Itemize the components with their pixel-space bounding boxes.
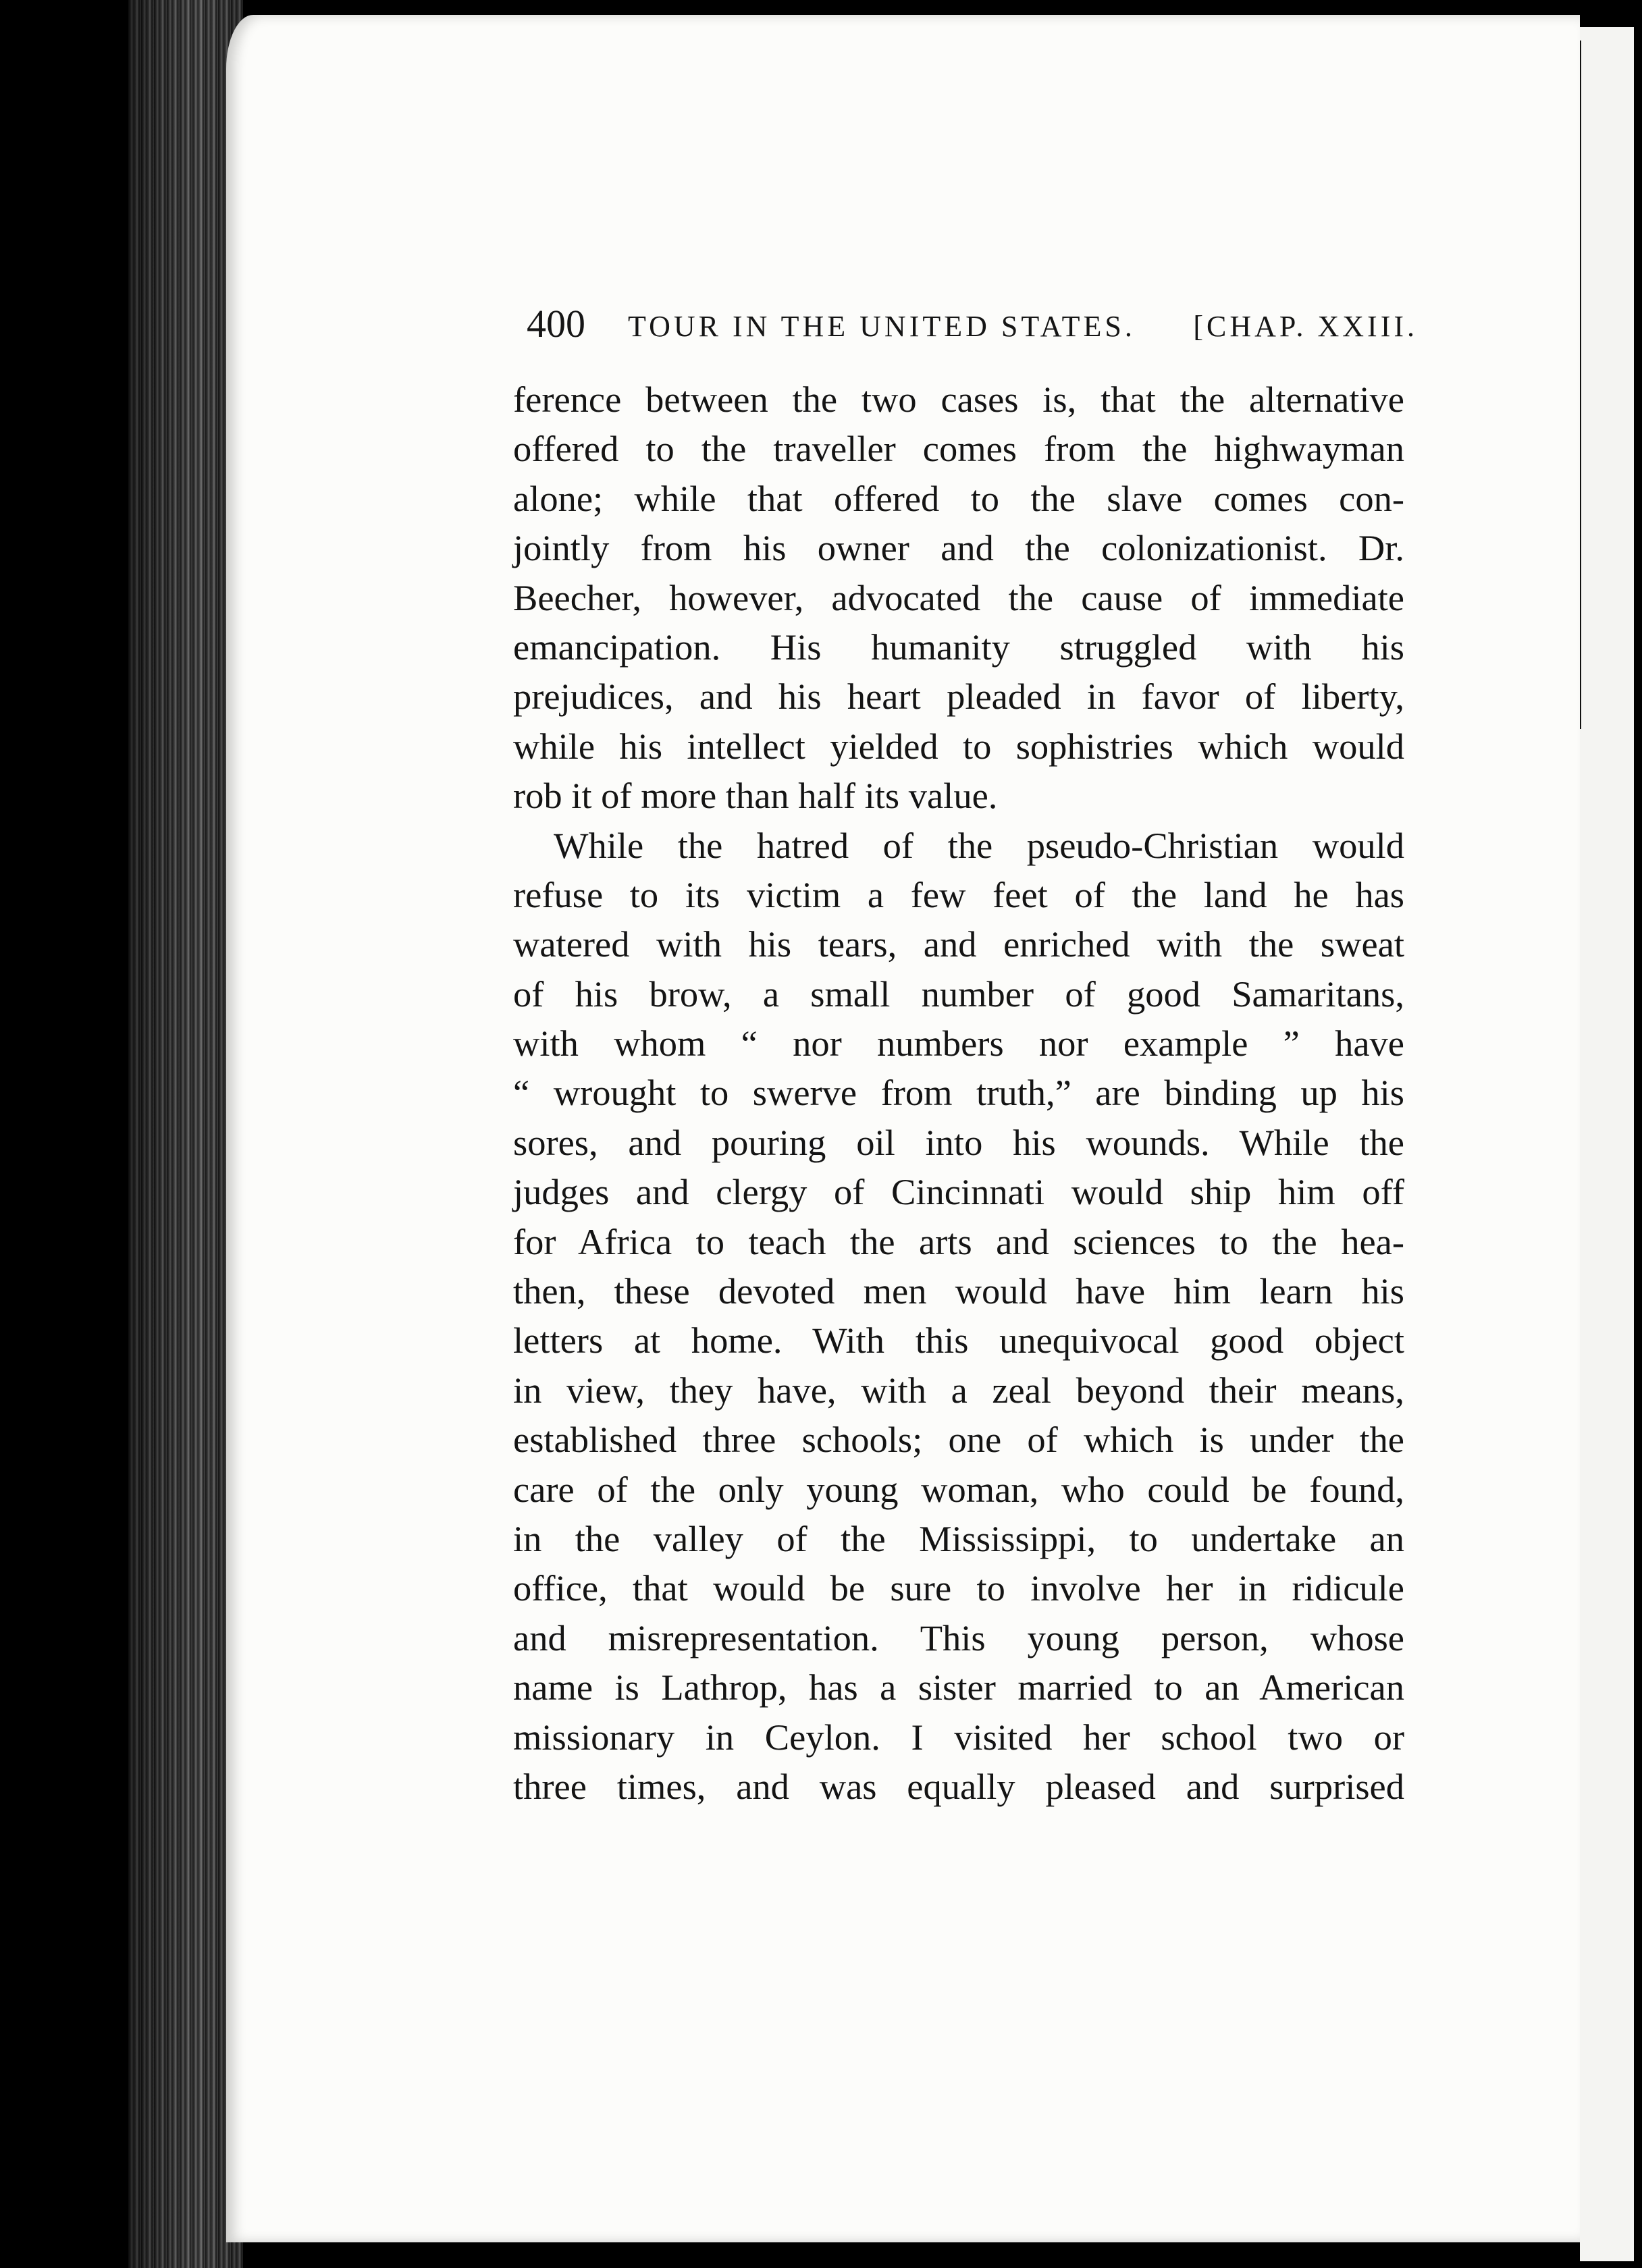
page-number: 400 <box>527 302 585 346</box>
text-line: judges and clergy of Cincinnati would ship him off <box>513 1171 1404 1213</box>
text-line: care of the only young woman, who could be found, <box>513 1468 1404 1510</box>
text-line: in the valley of the Mississippi, to undertake an <box>513 1517 1404 1559</box>
text-line: watered with his tears, and enriched with the sweat <box>513 923 1404 965</box>
text-line: “ wrought to swerve from truth,” are binding up his <box>513 1072 1404 1114</box>
running-title: TOUR IN THE UNITED STATES. <box>628 310 1136 343</box>
text-line: prejudices, and his heart pleaded in favor of liberty, <box>513 676 1404 718</box>
text-line: ference between the two cases is, that the alternative <box>513 379 1404 420</box>
paragraph-end-line: rob it of more than half its value. <box>513 775 998 817</box>
text-line: offered to the traveller comes from the highwayman <box>513 428 1404 470</box>
text-line: name is Lathrop, has a sister married to an American <box>513 1667 1404 1708</box>
text-line: Beecher, however, advocated the cause of immediate <box>513 576 1404 618</box>
text-line: and misrepresentation. This young person, whose <box>513 1617 1404 1658</box>
text-line: of his brow, a small number of good Samaritans, <box>513 973 1404 1015</box>
text-line: three times, and was equally pleased and surprised <box>513 1765 1404 1807</box>
text-line: for Africa to teach the arts and sciences to the hea- <box>513 1220 1404 1262</box>
running-header <box>527 297 1418 351</box>
text-line: established three schools; one of which is under the <box>513 1419 1404 1461</box>
text-line: office, that would be sure to involve her in ridicule <box>513 1567 1404 1609</box>
text-line: then, these devoted men would have him learn his <box>513 1270 1404 1312</box>
text-line: with whom “ nor numbers nor example ” have <box>513 1023 1404 1064</box>
text-line: refuse to its victim a few feet of the land he has <box>513 873 1404 915</box>
text-line: emancipation. His humanity struggled with his <box>513 626 1404 668</box>
text-line: alone; while that offered to the slave comes con- <box>513 477 1404 519</box>
chapter-reference: [CHAP. XXIII. <box>1193 310 1418 343</box>
facing-leaf-edge <box>1580 27 1634 2261</box>
text-line: missionary in Ceylon. I visited her school two or <box>513 1716 1404 1758</box>
text-line: letters at home. With this unequivocal good object <box>513 1320 1404 1361</box>
text-line: in view, they have, with a zeal beyond their means, <box>513 1369 1404 1411</box>
text-line: jointly from his owner and the colonizationist. Dr. <box>513 527 1404 569</box>
paragraph-start-line: While the hatred of the pseudo-Christian would <box>554 824 1404 866</box>
text-line: while his intellect yielded to sophistries which would <box>513 725 1404 767</box>
body-text <box>513 375 1404 1811</box>
text-line: sores, and pouring oil into his wounds. While the <box>513 1121 1404 1163</box>
